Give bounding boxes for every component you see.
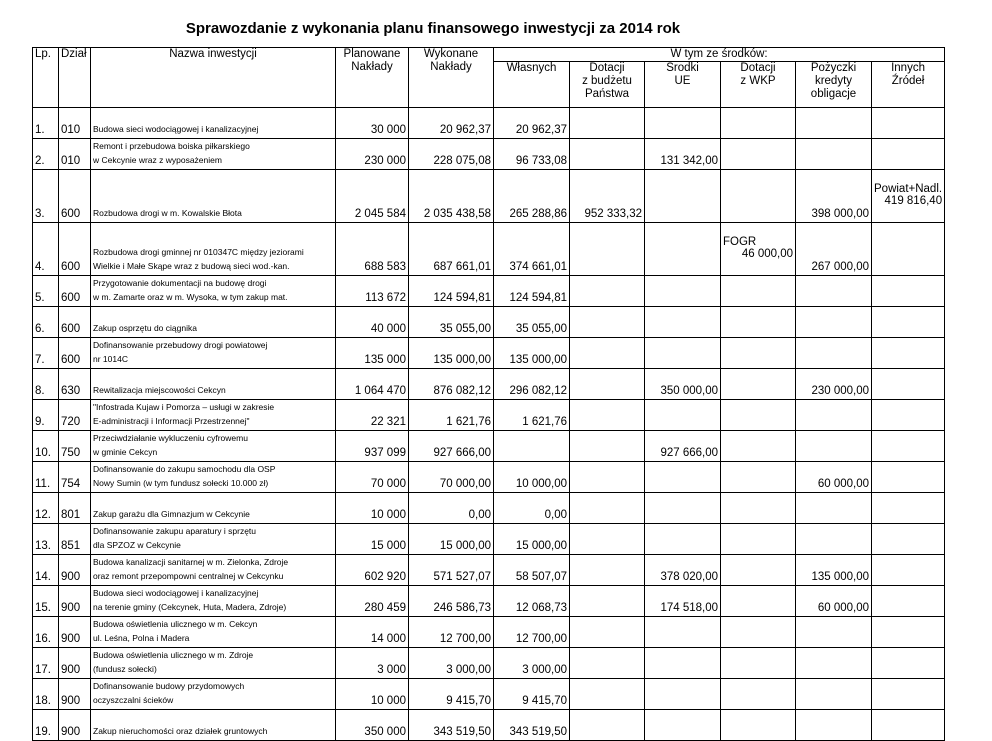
cell-planowane: 688 583 (336, 223, 409, 276)
cell-pozyczki: 267 000,00 (796, 223, 872, 276)
cell-lp: 11. (33, 462, 59, 493)
cell-pozyczki (796, 400, 872, 431)
cell-srodki-ue (645, 170, 721, 223)
cell-wlasnych: 20 962,37 (494, 108, 570, 139)
cell-wykonane: 0,00 (409, 493, 494, 524)
cell-wykonane: 571 527,07 (409, 555, 494, 586)
cell-wykonane: 246 586,73 (409, 586, 494, 617)
cell-wlasnych: 135 000,00 (494, 338, 570, 369)
cell-lp: 13. (33, 524, 59, 555)
cell-dotacji-wkp (721, 223, 796, 276)
cell-srodki-ue (645, 338, 721, 369)
cell-srodki-ue (645, 462, 721, 493)
table-row (33, 276, 945, 307)
cell-planowane: 350 000 (336, 710, 409, 741)
cell-wkp-label: FOGR (723, 235, 757, 248)
cell-srodki-ue: 174 518,00 (645, 586, 721, 617)
table-row (33, 524, 945, 555)
cell-dotacji-bp (570, 223, 645, 276)
cell-wlasnych (494, 431, 570, 462)
cell-wykonane: 876 082,12 (409, 369, 494, 400)
cell-wykonane: 35 055,00 (409, 307, 494, 338)
cell-nazwa: Dofinansowanie budowy przydomowych oczyszczalni ścieków (91, 679, 336, 710)
cell-nazwa: Dofinansowanie zakupu aparatury i sprzętu dla SPZOZ w Cekcynie (91, 524, 336, 555)
cell-pozyczki: 398 000,00 (796, 170, 872, 223)
cell-dzial: 600 (59, 276, 91, 307)
cell-lp: 19. (33, 710, 59, 741)
cell-srodki-ue (645, 710, 721, 741)
cell-srodki-ue (645, 679, 721, 710)
cell-dotacji-bp (570, 369, 645, 400)
cell-srodki-ue (645, 108, 721, 139)
cell-dotacji-wkp (721, 307, 796, 338)
cell-innych (872, 170, 945, 223)
cell-wykonane: 20 962,37 (409, 108, 494, 139)
cell-wlasnych: 12 700,00 (494, 617, 570, 648)
cell-wlasnych: 1 621,76 (494, 400, 570, 431)
cell-lp: 10. (33, 431, 59, 462)
cell-nazwa: Budowa oświetlenia ulicznego w m. Zdroje (fundusz sołecki) (91, 648, 336, 679)
cell-wlasnych: 35 055,00 (494, 307, 570, 338)
cell-dotacji-wkp (721, 648, 796, 679)
cell-innych (872, 139, 945, 170)
table-row (33, 648, 945, 679)
cell-nazwa: Rewitalizacja miejscowości Cekcyn (91, 369, 336, 400)
cell-lp: 1. (33, 108, 59, 139)
cell-srodki-ue (645, 617, 721, 648)
cell-wykonane: 3 000,00 (409, 648, 494, 679)
cell-innych (872, 223, 945, 276)
table-row (33, 139, 945, 170)
table-row (33, 462, 945, 493)
cell-lp: 18. (33, 679, 59, 710)
cell-lp: 9. (33, 400, 59, 431)
table-row (33, 617, 945, 648)
table-row (33, 369, 945, 400)
cell-wlasnych: 12 068,73 (494, 586, 570, 617)
table-row (33, 679, 945, 710)
table-row (33, 307, 945, 338)
cell-innych (872, 586, 945, 617)
cell-dotacji-wkp (721, 462, 796, 493)
cell-wykonane: 1 621,76 (409, 400, 494, 431)
cell-dotacji-wkp (721, 108, 796, 139)
cell-wykonane: 927 666,00 (409, 431, 494, 462)
cell-dotacji-wkp (721, 400, 796, 431)
cell-wykonane: 343 519,50 (409, 710, 494, 741)
cell-srodki-ue: 350 000,00 (645, 369, 721, 400)
cell-dotacji-bp (570, 617, 645, 648)
table-row (33, 338, 945, 369)
header-wykonane: Wykonane Nakłady (409, 48, 494, 108)
cell-lp: 17. (33, 648, 59, 679)
cell-dzial: 900 (59, 648, 91, 679)
cell-srodki-ue (645, 307, 721, 338)
cell-lp: 5. (33, 276, 59, 307)
cell-dzial: 010 (59, 108, 91, 139)
cell-pozyczki: 230 000,00 (796, 369, 872, 400)
cell-dotacji-wkp (721, 586, 796, 617)
cell-pozyczki (796, 139, 872, 170)
cell-pozyczki (796, 648, 872, 679)
cell-planowane: 3 000 (336, 648, 409, 679)
cell-innych (872, 493, 945, 524)
cell-dotacji-bp (570, 139, 645, 170)
cell-innych (872, 710, 945, 741)
cell-dotacji-bp (570, 493, 645, 524)
cell-dotacji-bp (570, 648, 645, 679)
cell-dzial: 801 (59, 493, 91, 524)
investment-table (32, 47, 945, 741)
header-dzial: Dział (59, 48, 91, 108)
cell-nazwa: Zakup nieruchomości oraz działek gruntowych (91, 710, 336, 741)
header-sources-group: W tym ze środków: (494, 48, 945, 62)
cell-srodki-ue: 927 666,00 (645, 431, 721, 462)
cell-planowane: 70 000 (336, 462, 409, 493)
cell-innych (872, 307, 945, 338)
cell-lp: 4. (33, 223, 59, 276)
cell-innych (872, 400, 945, 431)
cell-planowane: 22 321 (336, 400, 409, 431)
cell-wykonane: 9 415,70 (409, 679, 494, 710)
cell-wlasnych: 343 519,50 (494, 710, 570, 741)
cell-dotacji-bp (570, 338, 645, 369)
cell-dotacji-wkp (721, 679, 796, 710)
table-row (33, 170, 945, 223)
table-body (33, 108, 945, 741)
cell-dotacji-bp (570, 400, 645, 431)
table-row (33, 223, 945, 276)
table-row (33, 555, 945, 586)
cell-pozyczki (796, 338, 872, 369)
cell-pozyczki (796, 679, 872, 710)
cell-innych (872, 524, 945, 555)
cell-lp: 16. (33, 617, 59, 648)
cell-innych-label: Powiat+Nadl. (874, 182, 943, 195)
cell-wlasnych: 15 000,00 (494, 524, 570, 555)
cell-dzial: 600 (59, 338, 91, 369)
cell-dzial: 900 (59, 710, 91, 741)
header-planowane: Planowane Nakłady (336, 48, 409, 108)
cell-planowane: 113 672 (336, 276, 409, 307)
table-row (33, 586, 945, 617)
cell-lp: 12. (33, 493, 59, 524)
header-dotacji-bp: Dotacji z budżetu Państwa (570, 62, 645, 108)
table-row (33, 108, 945, 139)
cell-dotacji-wkp (721, 524, 796, 555)
cell-dotacji-bp (570, 462, 645, 493)
cell-nazwa: Zakup osprzętu do ciągnika (91, 307, 336, 338)
cell-pozyczki (796, 524, 872, 555)
cell-nazwa: Budowa oświetlenia ulicznego w m. Cekcyn ul. Leśna, Polna i Madera (91, 617, 336, 648)
cell-srodki-ue: 131 342,00 (645, 139, 721, 170)
cell-planowane: 602 920 (336, 555, 409, 586)
cell-dotacji-wkp (721, 276, 796, 307)
report-title: Sprawozdanie z wykonania planu finansowego inwestycji za 2014 rok (185, 20, 681, 37)
header-nazwa: Nazwa inwestycji (91, 48, 336, 108)
header-wlasnych: Własnych (494, 62, 570, 108)
cell-lp: 14. (33, 555, 59, 586)
cell-planowane: 10 000 (336, 679, 409, 710)
cell-dotacji-wkp (721, 431, 796, 462)
cell-dotacji-bp (570, 276, 645, 307)
cell-dzial: 600 (59, 307, 91, 338)
cell-nazwa: Budowa sieci wodociągowej i kanalizacyjnej na terenie gminy (Cekcynek, Huta, Madera, Zdroje) (91, 586, 336, 617)
cell-wlasnych: 296 082,12 (494, 369, 570, 400)
header-dotacji-wkp: Dotacji z WKP (721, 62, 796, 108)
cell-dotacji-bp (570, 586, 645, 617)
cell-wlasnych: 58 507,07 (494, 555, 570, 586)
cell-dzial: 900 (59, 679, 91, 710)
cell-wykonane: 15 000,00 (409, 524, 494, 555)
cell-wykonane: 687 661,01 (409, 223, 494, 276)
cell-lp: 8. (33, 369, 59, 400)
cell-srodki-ue (645, 276, 721, 307)
cell-innych (872, 648, 945, 679)
cell-dzial: 900 (59, 617, 91, 648)
cell-dotacji-bp (570, 710, 645, 741)
cell-pozyczki (796, 307, 872, 338)
cell-dotacji-wkp (721, 617, 796, 648)
cell-planowane: 40 000 (336, 307, 409, 338)
cell-dotacji-wkp (721, 710, 796, 741)
cell-dotacji-wkp (721, 139, 796, 170)
cell-wlasnych: 3 000,00 (494, 648, 570, 679)
cell-nazwa: Przeciwdziałanie wykluczeniu cyfrowemu w gminie Cekcyn (91, 431, 336, 462)
cell-planowane: 937 099 (336, 431, 409, 462)
cell-innych (872, 555, 945, 586)
cell-innych (872, 679, 945, 710)
cell-srodki-ue (645, 648, 721, 679)
cell-innych (872, 338, 945, 369)
cell-pozyczki (796, 493, 872, 524)
cell-planowane: 230 000 (336, 139, 409, 170)
cell-wlasnych: 374 661,01 (494, 223, 570, 276)
cell-dotacji-wkp (721, 493, 796, 524)
cell-wlasnych: 96 733,08 (494, 139, 570, 170)
cell-wkp-value: 46 000,00 (741, 248, 793, 260)
cell-pozyczki (796, 431, 872, 462)
cell-nazwa: Dofinansowanie do zakupu samochodu dla OSP Nowy Sumin (w tym fundusz sołecki 10.000 zł) (91, 462, 336, 493)
table-row (33, 493, 945, 524)
header-lp: Lp. (33, 48, 59, 108)
header-srodki-ue: Środki UE (645, 62, 721, 108)
cell-wykonane: 124 594,81 (409, 276, 494, 307)
cell-dzial: 630 (59, 369, 91, 400)
cell-dzial: 600 (59, 170, 91, 223)
cell-dotacji-wkp (721, 369, 796, 400)
cell-srodki-ue: 378 020,00 (645, 555, 721, 586)
cell-dzial: 600 (59, 223, 91, 276)
header-pozyczki: Pożyczki kredyty obligacje (796, 62, 872, 108)
cell-nazwa: Rozbudowa drogi gminnej nr 010347C między jeziorami Wielkie i Małe Skąpe wraz z budową sieci wod.-kan. (91, 223, 336, 276)
cell-wlasnych: 10 000,00 (494, 462, 570, 493)
cell-lp: 2. (33, 139, 59, 170)
cell-wykonane: 12 700,00 (409, 617, 494, 648)
cell-nazwa: "Infostrada Kujaw i Pomorza – usługi w zakresie E-administracji i Informacji Przestrzennej" (91, 400, 336, 431)
cell-dotacji-wkp (721, 338, 796, 369)
cell-dzial: 750 (59, 431, 91, 462)
cell-pozyczki (796, 710, 872, 741)
cell-wykonane: 135 000,00 (409, 338, 494, 369)
cell-nazwa: Zakup garażu dla Gimnazjum w Cekcynie (91, 493, 336, 524)
cell-dzial: 900 (59, 586, 91, 617)
cell-dzial: 010 (59, 139, 91, 170)
cell-dzial: 720 (59, 400, 91, 431)
cell-pozyczki (796, 617, 872, 648)
cell-dotacji-bp: 952 333,32 (570, 170, 645, 223)
cell-wlasnych: 265 288,86 (494, 170, 570, 223)
table-row (33, 400, 945, 431)
cell-pozyczki (796, 108, 872, 139)
table-row (33, 710, 945, 741)
cell-lp: 3. (33, 170, 59, 223)
cell-dotacji-bp (570, 307, 645, 338)
cell-planowane: 30 000 (336, 108, 409, 139)
cell-wykonane: 70 000,00 (409, 462, 494, 493)
cell-pozyczki: 60 000,00 (796, 462, 872, 493)
cell-planowane: 10 000 (336, 493, 409, 524)
cell-innych (872, 462, 945, 493)
cell-innych-value: 419 816,40 (884, 195, 943, 207)
cell-srodki-ue (645, 493, 721, 524)
cell-nazwa: Remont i przebudowa boiska piłkarskiego w Cekcynie wraz z wyposażeniem (91, 139, 336, 170)
cell-dotacji-bp (570, 679, 645, 710)
cell-dotacji-bp (570, 431, 645, 462)
cell-planowane: 14 000 (336, 617, 409, 648)
cell-innych (872, 369, 945, 400)
cell-innych (872, 431, 945, 462)
cell-nazwa: Budowa sieci wodociągowej i kanalizacyjnej (91, 108, 336, 139)
cell-planowane: 15 000 (336, 524, 409, 555)
table-header (33, 48, 945, 108)
cell-lp: 6. (33, 307, 59, 338)
cell-pozyczki: 135 000,00 (796, 555, 872, 586)
cell-planowane: 2 045 584 (336, 170, 409, 223)
cell-planowane: 280 459 (336, 586, 409, 617)
cell-wykonane: 228 075,08 (409, 139, 494, 170)
cell-planowane: 135 000 (336, 338, 409, 369)
cell-nazwa: Rozbudowa drogi w m. Kowalskie Błota (91, 170, 336, 223)
cell-innych (872, 108, 945, 139)
cell-planowane: 1 064 470 (336, 369, 409, 400)
cell-dotacji-wkp (721, 555, 796, 586)
cell-nazwa: Budowa kanalizacji sanitarnej w m. Zielonka, Zdroje oraz remont przepompowni centralnej w Cekcynku (91, 555, 336, 586)
cell-lp: 15. (33, 586, 59, 617)
cell-dotacji-bp (570, 108, 645, 139)
cell-wlasnych: 9 415,70 (494, 679, 570, 710)
cell-srodki-ue (645, 524, 721, 555)
cell-srodki-ue (645, 400, 721, 431)
cell-innych (872, 617, 945, 648)
cell-dzial: 754 (59, 462, 91, 493)
cell-pozyczki: 60 000,00 (796, 586, 872, 617)
header-innych: Innych Źródeł (872, 62, 945, 108)
cell-dotacji-wkp (721, 170, 796, 223)
cell-nazwa: Przygotowanie dokumentacji na budowę drogi w m. Zamarte oraz w m. Wysoka, w tym zakup mat. (91, 276, 336, 307)
cell-dotacji-bp (570, 555, 645, 586)
cell-wlasnych: 124 594,81 (494, 276, 570, 307)
cell-dotacji-bp (570, 524, 645, 555)
cell-innych (872, 276, 945, 307)
table-row (33, 431, 945, 462)
cell-dzial: 900 (59, 555, 91, 586)
cell-pozyczki (796, 276, 872, 307)
cell-wykonane: 2 035 438,58 (409, 170, 494, 223)
cell-wlasnych: 0,00 (494, 493, 570, 524)
cell-dzial: 851 (59, 524, 91, 555)
cell-srodki-ue (645, 223, 721, 276)
cell-lp: 7. (33, 338, 59, 369)
cell-nazwa: Dofinansowanie przebudowy drogi powiatowej nr 1014C (91, 338, 336, 369)
